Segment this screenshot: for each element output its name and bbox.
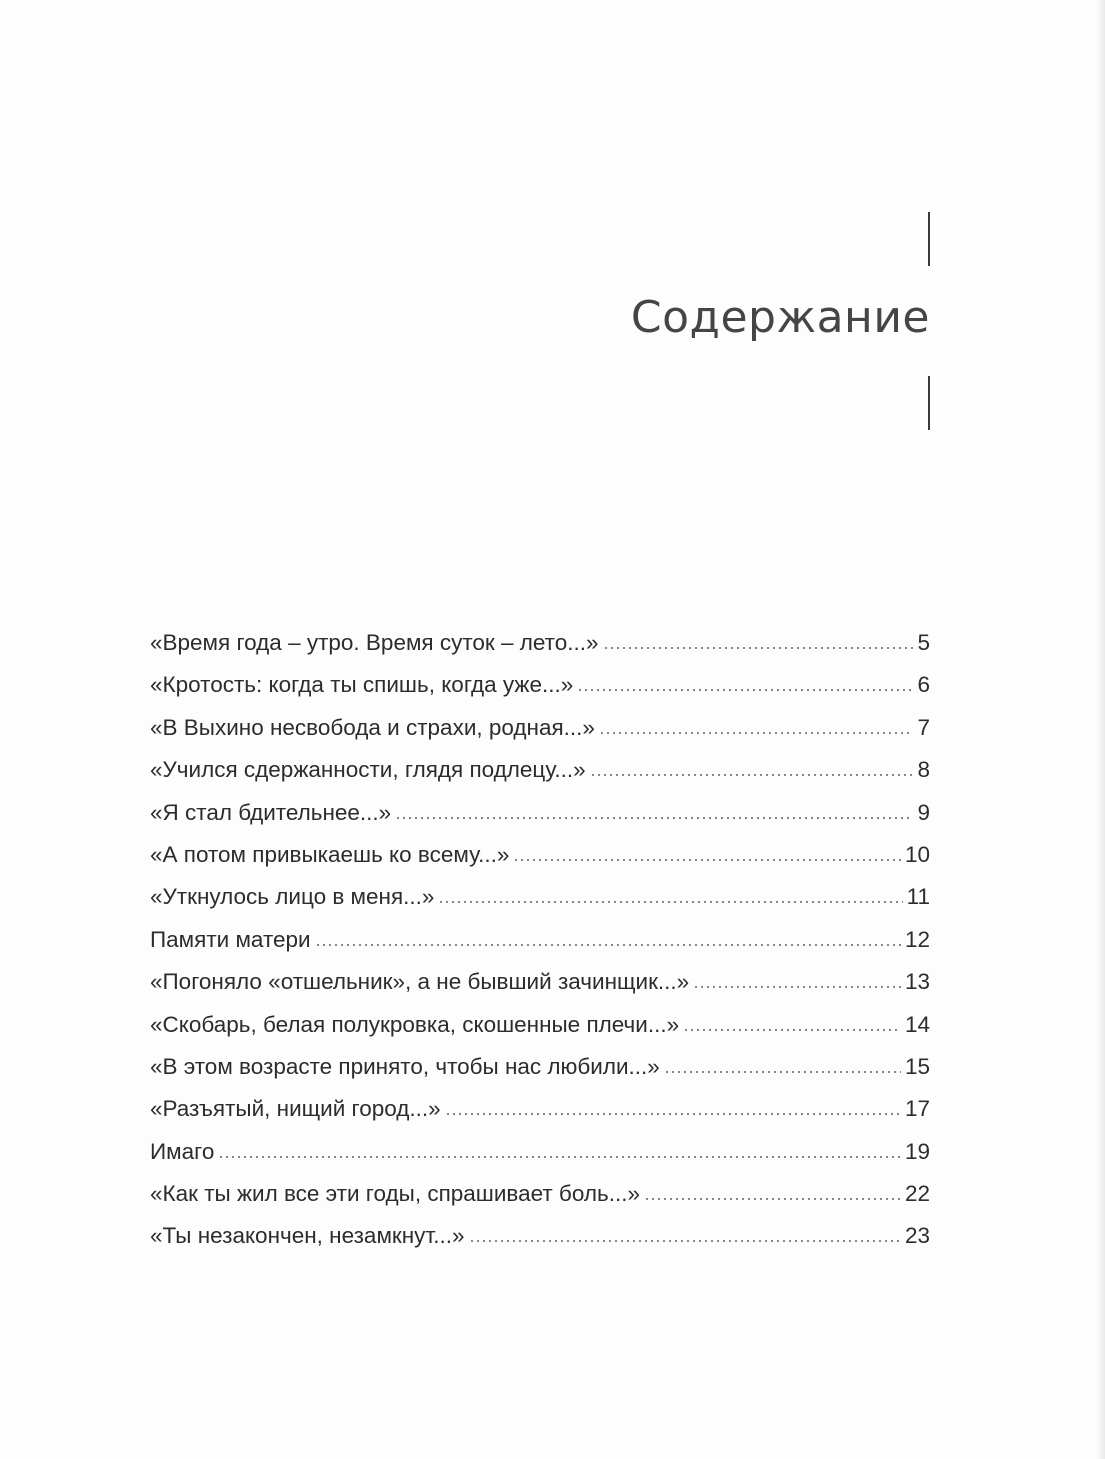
toc-entry	[150, 961, 930, 1003]
toc-entry-page: 11	[906, 884, 930, 910]
toc-entry	[150, 876, 930, 918]
toc-entry	[150, 1088, 930, 1130]
toc-entry-page: 9	[917, 799, 930, 825]
toc-entry-title: «Уткнулось лицо в меня...»	[150, 884, 435, 910]
page-edge-shadow	[1097, 0, 1105, 1459]
toc-entry-page: 13	[904, 969, 930, 995]
toc-entry-title: «Разъятый, нищий город...»	[150, 1096, 441, 1122]
page-title: Содержание	[630, 292, 930, 343]
toc-entry	[150, 919, 930, 961]
toc-entry-title: «Время года – утро. Время суток – лето...»	[150, 630, 599, 655]
heading-rule-top	[928, 212, 930, 266]
toc-entry-title: «А потом привыкаешь ко всему...»	[150, 841, 510, 867]
toc-entry-page: 5	[917, 630, 930, 655]
toc-entry-title: «Погоняло «отшельник», а не бывший зачинщик...»	[150, 969, 690, 995]
dot-leader	[577, 689, 913, 691]
toc-entry-page: 8	[917, 757, 930, 783]
toc-entry-page: 6	[917, 672, 930, 698]
heading-rule-bottom	[928, 376, 930, 430]
toc-entry-title: «Учился сдержанности, глядя подлецу...»	[150, 757, 586, 783]
dot-leader	[644, 1198, 901, 1200]
toc-entry	[150, 1173, 930, 1215]
dot-leader	[218, 1156, 901, 1158]
toc-entry	[150, 664, 930, 706]
toc-entry	[150, 622, 930, 664]
table-of-contents	[150, 622, 930, 1258]
dot-leader	[683, 1029, 901, 1031]
toc-entry-page: 17	[904, 1096, 930, 1122]
toc-entry-title: «Ты незакончен, незамкнут...»	[150, 1223, 465, 1249]
toc-entry-title: «Кротость: когда ты спишь, когда уже...»	[150, 672, 574, 698]
dot-leader	[599, 732, 914, 734]
dot-leader	[438, 901, 902, 903]
toc-entry-page: 23	[904, 1223, 930, 1249]
toc-entry-title: «Как ты жил все эти годы, спрашивает боль...»	[150, 1181, 640, 1207]
dot-leader	[395, 817, 913, 819]
toc-entry	[150, 707, 930, 749]
toc-entry	[150, 1215, 930, 1257]
toc-entry-title: Памяти матери	[150, 926, 311, 952]
toc-entry	[150, 1131, 930, 1173]
dot-leader	[469, 1240, 901, 1242]
toc-entry-title: «Скобарь, белая полукровка, скошенные плечи...»	[150, 1011, 680, 1037]
toc-entry	[150, 792, 930, 834]
toc-entry-page: 14	[904, 1011, 930, 1037]
toc-entry-title: «В Выхино несвобода и страхи, родная...»	[150, 714, 595, 740]
toc-entry	[150, 1046, 930, 1088]
dot-leader	[590, 774, 914, 776]
toc-entry-page: 12	[904, 926, 930, 952]
toc-entry-title: «В этом возрасте принято, чтобы нас любили...»	[150, 1053, 660, 1079]
toc-entry-title: «Я стал бдительнее...»	[150, 799, 392, 825]
toc-entry	[150, 834, 930, 876]
toc-entry-title: Имаго	[150, 1138, 215, 1164]
dot-leader	[693, 986, 901, 988]
dot-leader	[315, 944, 901, 946]
dot-leader	[445, 1113, 901, 1115]
dot-leader	[513, 859, 901, 861]
toc-entry	[150, 749, 930, 791]
toc-entry-page: 15	[904, 1053, 930, 1079]
toc-entry-page: 19	[904, 1138, 930, 1164]
dot-leader	[664, 1071, 901, 1073]
dot-leader	[603, 647, 914, 649]
toc-entry-page: 7	[917, 714, 930, 740]
toc-entry	[150, 1004, 930, 1046]
toc-entry-page: 22	[904, 1181, 930, 1207]
toc-entry-page: 10	[904, 841, 930, 867]
